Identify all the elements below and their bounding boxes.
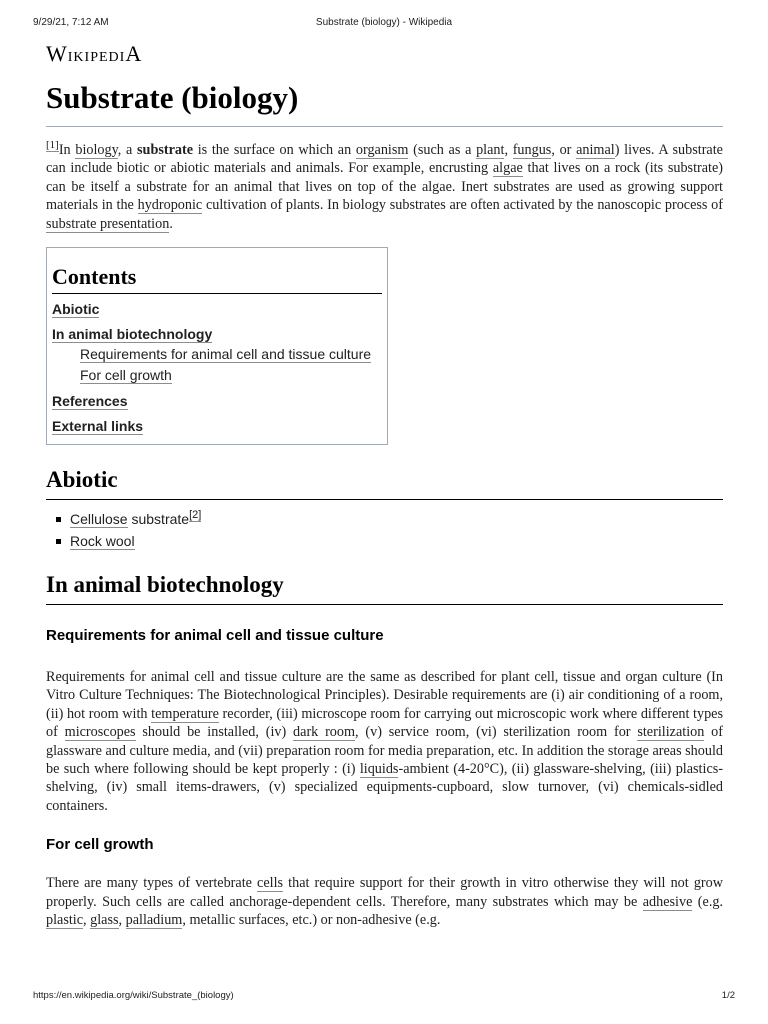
- print-url: https://en.wikipedia.org/wiki/Substrate_(biology): [33, 990, 234, 1001]
- link-liquids[interactable]: liquids: [359, 761, 399, 778]
- heading-abiotic: Abiotic: [46, 465, 723, 500]
- article: [46, 40, 723, 930]
- toc-item-references: References: [52, 393, 128, 410]
- heading-animal-biotechnology: In animal biotechnology: [46, 570, 723, 605]
- link-plant[interactable]: plant: [476, 142, 505, 158]
- print-footer: [33, 990, 735, 1004]
- link-temperature[interactable]: temperature: [151, 705, 219, 722]
- link-rock-wool[interactable]: Rock wool: [70, 533, 135, 550]
- link-algae[interactable]: algae: [492, 160, 523, 177]
- link-hydroponic[interactable]: hydroponic: [137, 197, 203, 214]
- toc-item-requirements: Requirements for animal cell and tissue culture: [80, 346, 372, 363]
- link-biology[interactable]: biology: [75, 142, 118, 158]
- link-adhesive[interactable]: adhesive: [642, 893, 693, 910]
- term-substrate: substrate: [137, 142, 193, 158]
- list-item: Cellulose substrate[2]: [46, 508, 723, 530]
- link-animal[interactable]: animal: [576, 142, 615, 158]
- page-title: Substrate (biology): [46, 74, 723, 127]
- table-of-contents: [46, 247, 388, 445]
- print-page-number: 1/2: [721, 990, 735, 1001]
- cell-growth-paragraph: There are many types of vertebrate cells that require support for their growth in vitro otherwise they will not grow properly. Such cells are called anchorage-dependent cells. Therefore, many substrates which may be adhesive (e.g. plastic, glass, palladium, metallic surfaces, etc.) or non-adhesive (e.g.: [46, 875, 724, 929]
- link-plastic[interactable]: plastic: [46, 912, 84, 929]
- link-sterilization[interactable]: sterilization: [637, 724, 705, 741]
- link-substrate-presentation[interactable]: substrate presentation: [46, 215, 170, 232]
- toc-item-cell-growth: For cell growth: [80, 367, 172, 384]
- link-cells[interactable]: cells: [257, 875, 284, 892]
- link-organism[interactable]: organism: [355, 142, 409, 158]
- reference-2[interactable]: [2]: [189, 509, 202, 522]
- link-palladium[interactable]: palladium: [125, 912, 183, 929]
- requirements-paragraph: Requirements for animal cell and tissue culture are the same as described for plant cell, tissue and organ culture (In Vitro Culture Techniques: The Biotechnological Principles). Desirable requirements are (i) air conditioning of a room, (ii) hot room with temperature recorder, (iii) microscope room for carrying out microscopic work where different types of microscopes should be installed, (iv) dark room, (v) service room, (vi) sterilization room for sterilization of glassware and culture media, and (vii) preparation room for media preparation, etc. In addition the storage areas should be such where following should be kept properly : (i) liquids-ambient (4-20°C), (ii) glassware-shelving, (iii) plastics-shelving, (iv) small items-drawers, (v) specialized equipments-cupboard, slow turnover, (vi) chemicals-sidled containers.: [46, 669, 723, 814]
- abiotic-list: [46, 508, 723, 552]
- heading-requirements: Requirements for animal cell and tissue culture: [46, 627, 384, 645]
- toc-item-external-links: External links: [52, 418, 144, 435]
- print-tab-title: Substrate (biology) - Wikipedia: [315, 17, 453, 28]
- toc-item-animal-biotechnology: In animal biotechnology: [52, 326, 213, 343]
- heading-cell-growth: For cell growth: [46, 836, 154, 854]
- link-microscopes[interactable]: microscopes: [64, 724, 136, 741]
- link-dark-room[interactable]: dark room: [293, 724, 356, 741]
- print-datetime: 9/29/21, 7:12 AM: [33, 17, 109, 28]
- toc-title: Contents: [52, 264, 382, 294]
- link-cellulose[interactable]: Cellulose: [70, 511, 128, 528]
- link-glass[interactable]: glass: [90, 912, 119, 929]
- link-fungus[interactable]: fungus: [512, 142, 552, 158]
- list-item: [46, 530, 723, 552]
- intro-paragraph: [1]In biology, a substrate is the surface on which an organism (such as a plant, fungus, or animal) lives. A substrate can include biotic or abiotic materials and animals. For example, encrusting algae that lives on a rock (its substrate) can be itself a substrate for an animal that lives on top of the algae. Inert substrates are used as growing support materials in the hydroponic cultivation of plants. In biology substrates are often activated by the nanoscopic process of substrate presentation.: [46, 139, 724, 232]
- wikipedia-logo[interactable]: WikipediA: [46, 41, 143, 66]
- reference-1[interactable]: [1]: [46, 139, 59, 152]
- print-header: [33, 17, 735, 31]
- toc-item-abiotic: Abiotic: [52, 301, 100, 318]
